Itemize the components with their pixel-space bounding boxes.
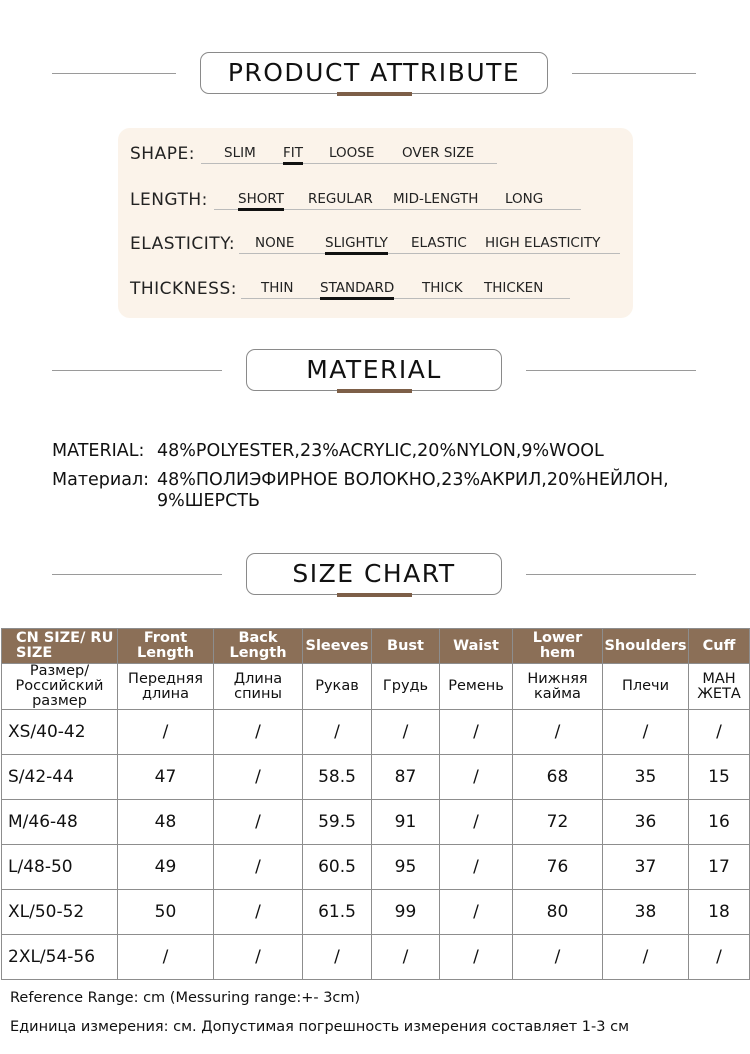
- column-header: Shoulders: [603, 629, 689, 664]
- reference-note-en: Reference Range: cm (Messuring range:+- 3cm): [10, 990, 361, 1006]
- measurement-cell: 38: [603, 890, 689, 935]
- measurement-cell: /: [372, 710, 440, 755]
- measurement-cell: 68: [513, 755, 603, 800]
- column-header-ru: Нижняя кайма: [513, 664, 603, 710]
- attribute-option: ELASTIC: [411, 235, 467, 251]
- divider-left: [52, 574, 222, 575]
- measurement-cell: 87: [372, 755, 440, 800]
- attribute-option: LONG: [505, 191, 544, 207]
- header-row-en: [2, 629, 750, 664]
- measurement-cell: 80: [513, 890, 603, 935]
- measurement-cell: /: [440, 845, 513, 890]
- divider-right: [526, 574, 696, 575]
- column-header: Cuff: [689, 629, 750, 664]
- attribute-label: LENGTH:: [130, 190, 208, 210]
- divider-right: [526, 370, 696, 371]
- attribute-option: MID-LENGTH: [393, 191, 479, 207]
- attribute-option: THICK: [422, 280, 463, 296]
- table-row: [2, 800, 750, 845]
- attribute-option: THICKEN: [484, 280, 544, 296]
- measurement-cell: /: [440, 755, 513, 800]
- attribute-underline: [239, 253, 620, 254]
- size-cell: XS/40-42: [2, 710, 118, 755]
- column-header: Waist: [440, 629, 513, 664]
- size-cell: L/48-50: [2, 845, 118, 890]
- measurement-cell: /: [440, 800, 513, 845]
- section-title-product-attribute: PRODUCT ATTRIBUTE: [200, 52, 548, 94]
- measurement-cell: /: [689, 710, 750, 755]
- column-header-ru: Грудь: [372, 664, 440, 710]
- accent-bar: [337, 92, 412, 96]
- column-header-ru: Рукав: [303, 664, 372, 710]
- attribute-option: REGULAR: [308, 191, 373, 207]
- measurement-cell: /: [603, 710, 689, 755]
- header-row-ru: [2, 664, 750, 710]
- column-header: Lower hem: [513, 629, 603, 664]
- column-header: Back Length: [214, 629, 303, 664]
- measurement-cell: 58.5: [303, 755, 372, 800]
- measurement-cell: 50: [118, 890, 214, 935]
- column-header-ru: Плечи: [603, 664, 689, 710]
- selected-marker: [320, 297, 394, 300]
- measurement-cell: 99: [372, 890, 440, 935]
- size-cell: XL/50-52: [2, 890, 118, 935]
- column-header: CN SIZE/ RU SIZE: [2, 629, 118, 664]
- attribute-label: THICKNESS:: [130, 279, 237, 299]
- section-title-material: MATERIAL: [246, 349, 502, 391]
- material-value-en: 48%POLYESTER,23%ACRYLIC,20%NYLON,9%WOOL: [157, 441, 604, 461]
- measurement-cell: /: [440, 890, 513, 935]
- accent-bar: [337, 389, 412, 393]
- column-header-ru: Длина спины: [214, 664, 303, 710]
- measurement-cell: 35: [603, 755, 689, 800]
- selected-marker: [238, 208, 284, 211]
- measurement-cell: /: [513, 710, 603, 755]
- measurement-cell: 61.5: [303, 890, 372, 935]
- measurement-cell: 47: [118, 755, 214, 800]
- measurement-cell: 72: [513, 800, 603, 845]
- measurement-cell: /: [118, 935, 214, 980]
- measurement-cell: /: [372, 935, 440, 980]
- measurement-cell: 16: [689, 800, 750, 845]
- measurement-cell: /: [440, 710, 513, 755]
- table-row: [2, 845, 750, 890]
- column-header-ru: МАН ЖЕТА: [689, 664, 750, 710]
- divider-left: [52, 73, 176, 74]
- material-value-ru-line1: 48%ПОЛИЭФИРНОЕ ВОЛОКНО,23%АКРИЛ,20%НЕЙЛОН,: [157, 470, 669, 490]
- measurement-cell: 48: [118, 800, 214, 845]
- attribute-option: HIGH ELASTICITY: [485, 235, 601, 251]
- measurement-cell: /: [214, 800, 303, 845]
- measurement-cell: /: [118, 710, 214, 755]
- divider-right: [572, 73, 696, 74]
- attribute-option-selected: SLIGHTLY: [325, 235, 388, 251]
- table-row: [2, 890, 750, 935]
- measurement-cell: /: [689, 935, 750, 980]
- column-header: Front Length: [118, 629, 214, 664]
- measurement-cell: 36: [603, 800, 689, 845]
- measurement-cell: 60.5: [303, 845, 372, 890]
- measurement-cell: 17: [689, 845, 750, 890]
- selected-marker: [325, 252, 388, 255]
- measurement-cell: /: [214, 890, 303, 935]
- material-label-en: MATERIAL:: [52, 441, 145, 461]
- measurement-cell: /: [214, 845, 303, 890]
- attribute-option-selected: FIT: [283, 145, 303, 161]
- size-chart-table: [1, 628, 750, 980]
- table-row: [2, 935, 750, 980]
- attribute-underline: [201, 163, 497, 164]
- measurement-cell: 49: [118, 845, 214, 890]
- column-header-ru: Ремень: [440, 664, 513, 710]
- section-title-size-chart: SIZE CHART: [246, 553, 502, 595]
- measurement-cell: /: [214, 710, 303, 755]
- material-label-ru: Материал:: [52, 470, 150, 490]
- attribute-label: SHAPE:: [130, 144, 195, 164]
- measurement-cell: /: [603, 935, 689, 980]
- accent-bar: [337, 593, 412, 597]
- measurement-cell: 18: [689, 890, 750, 935]
- table-row: [2, 710, 750, 755]
- divider-left: [52, 370, 222, 371]
- column-header: Sleeves: [303, 629, 372, 664]
- measurement-cell: 59.5: [303, 800, 372, 845]
- measurement-cell: 91: [372, 800, 440, 845]
- measurement-cell: /: [513, 935, 603, 980]
- table-row: [2, 755, 750, 800]
- measurement-cell: /: [440, 935, 513, 980]
- measurement-cell: 95: [372, 845, 440, 890]
- attribute-option: SLIM: [224, 145, 256, 161]
- measurement-cell: /: [214, 755, 303, 800]
- column-header-ru: Передняя длина: [118, 664, 214, 710]
- measurement-cell: 15: [689, 755, 750, 800]
- measurement-cell: /: [214, 935, 303, 980]
- attribute-option-selected: SHORT: [238, 191, 284, 207]
- attribute-option: LOOSE: [329, 145, 375, 161]
- measurement-cell: 76: [513, 845, 603, 890]
- reference-note-ru: Единица измерения: см. Допустимая погрешность измерения составляет 1-3 см: [10, 1019, 630, 1035]
- measurement-cell: 37: [603, 845, 689, 890]
- column-header: Bust: [372, 629, 440, 664]
- material-value-ru-line2: 9%ШЕРСТЬ: [157, 491, 261, 511]
- size-cell: M/46-48: [2, 800, 118, 845]
- attribute-option: OVER SIZE: [402, 145, 475, 161]
- attribute-option-selected: STANDARD: [320, 280, 395, 296]
- attribute-label: ELASTICITY:: [130, 234, 236, 254]
- measurement-cell: /: [303, 710, 372, 755]
- column-header-ru: Размер/ Российский размер: [2, 664, 118, 710]
- attribute-underline: [241, 298, 570, 299]
- attribute-option: NONE: [255, 235, 295, 251]
- attribute-option: THIN: [261, 280, 294, 296]
- selected-marker: [283, 162, 303, 165]
- measurement-cell: /: [303, 935, 372, 980]
- size-cell: 2XL/54-56: [2, 935, 118, 980]
- size-cell: S/42-44: [2, 755, 118, 800]
